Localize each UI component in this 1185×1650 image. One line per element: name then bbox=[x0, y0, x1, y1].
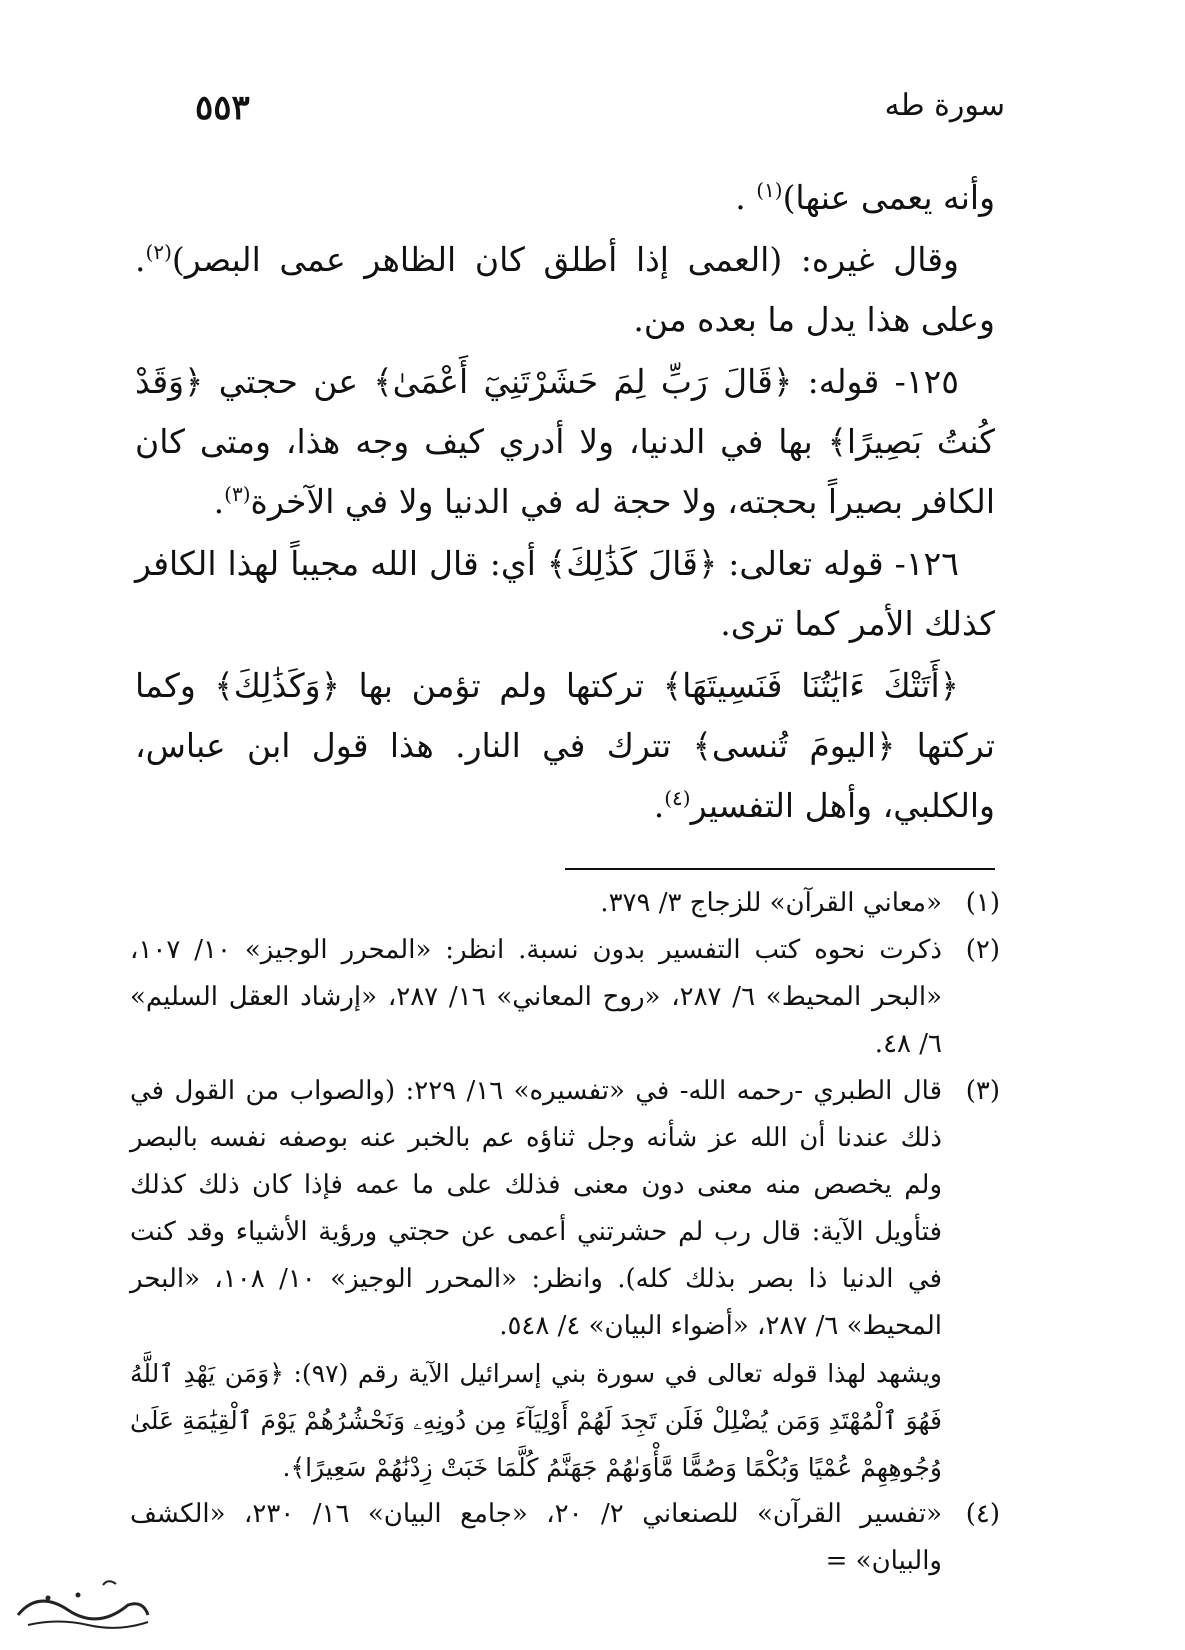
footnote-number: (٢) bbox=[965, 935, 1000, 965]
paragraph-text: . وعلى هذا يدل ما بعده من. bbox=[135, 240, 995, 339]
paragraph-text: تركتها ولم تؤمن بها bbox=[339, 666, 663, 705]
footnote-4 bbox=[130, 1491, 1000, 1585]
paragraph-text: تترك في النار. هذا قول ابن عباس، والكلبي، وأهل التفسير bbox=[135, 726, 995, 825]
paragraph-text: بها في الدنيا، ولا أدري كيف وجه هذا، ومتى كان الكافر بصيراً بحجته، ولا حجة له في الدنيا ولا في الآخرة bbox=[135, 422, 995, 521]
footnotes bbox=[130, 880, 1000, 1585]
paragraph-text: وأنه يعمى عنها) bbox=[782, 178, 995, 217]
footnote-ref: (٢) bbox=[145, 240, 172, 264]
paragraph-text: وكما تركتها bbox=[135, 666, 995, 765]
paragraph-text: . bbox=[735, 178, 757, 217]
main-text bbox=[135, 168, 995, 838]
paragraph-text: ١٢٦- قوله تعالى: bbox=[717, 544, 960, 583]
paragraph-text: وقال غيره: (العمى إذا أطلق كان الظاهر عمى البصر) bbox=[171, 240, 959, 279]
publisher-logo bbox=[8, 1570, 158, 1640]
paragraph-2 bbox=[135, 230, 995, 350]
footnote-text: ذكرت نحوه كتب التفسير بدون نسبة. انظر: «المحرر الوجيز» ١٠/ ١٠٧، «البحر المحيط» ٦/ ٢٨٧، «روح المعاني» ١٦/ ٢٨٧، «إرشاد العقل السليم» ٦/ ٤٨. bbox=[130, 935, 943, 1059]
footnote-number: (٣) bbox=[965, 1076, 1000, 1106]
footnote-ref: (١) bbox=[756, 178, 783, 202]
paragraph-text: . bbox=[653, 786, 665, 825]
paragraph-1 bbox=[135, 168, 995, 228]
paragraph-verse-126 bbox=[135, 534, 995, 654]
footnote-2 bbox=[130, 927, 1000, 1068]
quran-quote: ﴿أَتَتْكَ ءَايَٰتُنَا فَنَسِيتَهَا﴾ bbox=[662, 666, 959, 705]
footnote-text: قال الطبري -رحمه الله- في «تفسيره» ١٦/ ٢٢٩: (والصواب من القول في ذلك عندنا أن الله عز شأنه وجل ثناؤه عم بالخبر عنه بوصفه نفسه بالبصر ولم يخصص منه معنى دون معنى فذلك على ما عمه فإذا كان ذلك كذلك فتأويل الآية: قال رب لم حشرتني أعمى عن حجتي ورؤية الأشياء وقد كنت في الدنيا ذا بصر بذلك كله). وانظر: «المحرر الوجيز» ١٠/ ١٠٨، «البحر المحيط» ٦/ ٢٨٧، «أضواء البيان» ٤/ ٥٤٨. bbox=[130, 1076, 942, 1341]
paragraph-text: عن حجتي bbox=[203, 362, 374, 401]
footnote-text: «معاني القرآن» للزجاج ٣/ ٣٧٩. bbox=[600, 888, 942, 918]
footnote-number: (١) bbox=[965, 888, 1000, 918]
page-number: ٥٥٣ bbox=[195, 88, 250, 128]
footnote-ref: (٣) bbox=[224, 482, 251, 506]
footnote-divider bbox=[565, 868, 995, 870]
paragraph-text: أي: قال الله مجيباً لهذا الكافر كذلك الأمر كما ترى. bbox=[135, 544, 995, 643]
page-header bbox=[195, 88, 1005, 138]
paragraph-text: . bbox=[213, 482, 225, 521]
footnote-3-continuation: ويشهد لهذا قوله تعالى في سورة بني إسرائيل الآية رقم (٩٧): ﴿وَمَن يَهْدِ ٱللَّهُ فَهُوَ ٱلْمُهْتَدِ وَمَن يُضْلِلْ فَلَن تَجِدَ لَهُمْ أَوْلِيَآءَ مِن دُونِهِۦ وَنَحْشُرُهُمْ يَوْمَ ٱلْقِيَٰمَةِ عَلَىٰ وُجُوهِهِمْ عُمْيًا وَبُكْمًا وَصُمًّا مَّأْوَىٰهُمْ جَهَنَّمُ كُلَّمَا خَبَتْ زِدْنَٰهُمْ سَعِيرًا﴾. bbox=[130, 1359, 943, 1482]
quran-quote: ﴿قَالَ رَبِّ لِمَ حَشَرْتَنِيٓ أَعْمَىٰ﴾ bbox=[373, 362, 793, 401]
footnote-1 bbox=[130, 880, 1000, 927]
surah-title: سورة طه bbox=[884, 88, 1005, 123]
quran-quote: ﴿اليومَ تُنسى﴾ bbox=[692, 726, 896, 765]
footnote-ref: (٤) bbox=[664, 786, 691, 810]
quran-quote: ﴿وَكَذَٰلِكَ﴾ bbox=[214, 666, 340, 705]
paragraph-verse-125 bbox=[135, 352, 995, 532]
footnote-text: «تفسير القرآن» للصنعاني ٢/ ٢٠، «جامع البيان» ١٦/ ٢٣٠، «الكشف والبيان» = bbox=[130, 1499, 942, 1576]
quran-quote: ﴿قَالَ كَذَٰلِكَ﴾ bbox=[546, 544, 718, 583]
footnote-3 bbox=[130, 1068, 1000, 1350]
quran-quote: ﴿وَقَدْ كُنتُ بَصِيرًا﴾ bbox=[135, 362, 995, 461]
paragraph-5 bbox=[135, 656, 995, 836]
footnote-number: (٤) bbox=[965, 1499, 1000, 1529]
paragraph-text: ١٢٥- قوله: bbox=[792, 362, 959, 401]
